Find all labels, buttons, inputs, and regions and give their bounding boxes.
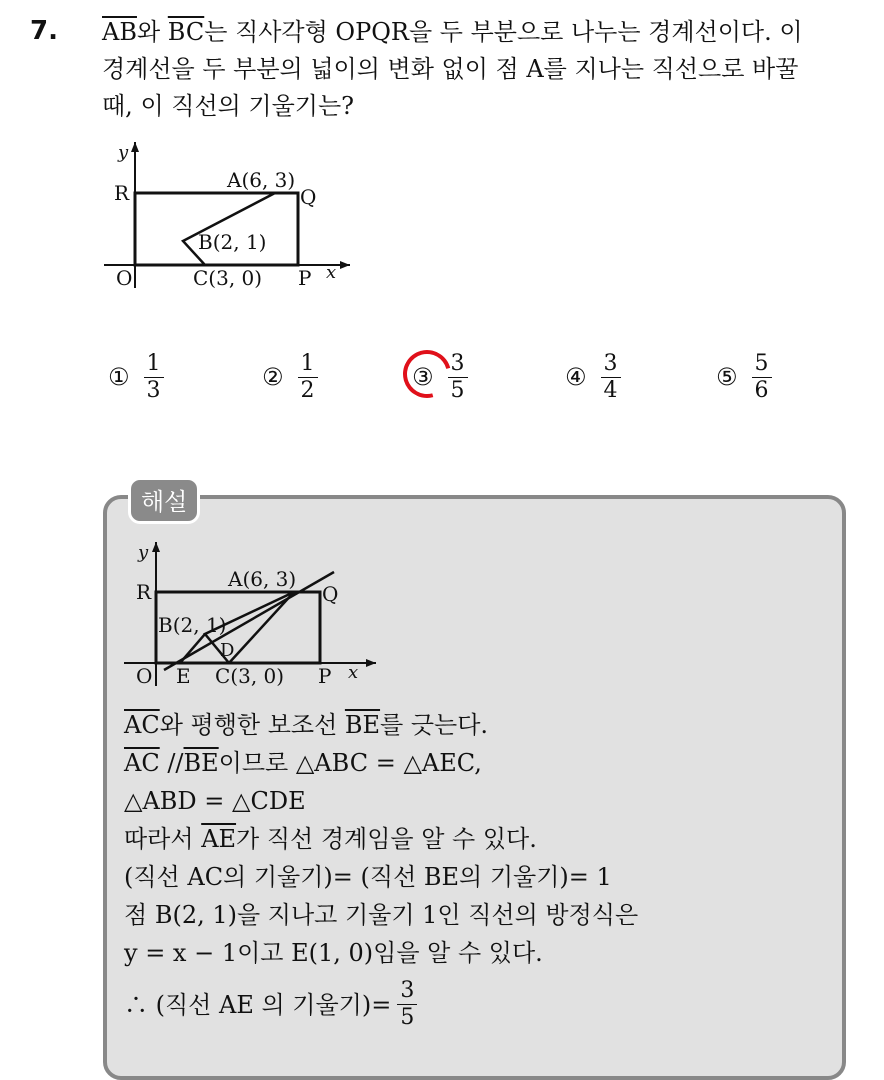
solution-tag: 해설 [128, 477, 200, 524]
segment-bc: $\overline{BC}$ [167, 18, 205, 46]
x-axis-label: x [326, 262, 337, 283]
solution-y-axis-label: y [138, 542, 149, 563]
label-o: O [116, 266, 133, 290]
y-axis-label: y [118, 142, 129, 163]
question-figure [100, 138, 370, 298]
label-b: B(2, 1) [198, 230, 267, 254]
solution-line-7: y = x − 1이고 E(1, 0)임을 알 수 있다. [124, 939, 543, 967]
choice-5[interactable] [716, 342, 772, 412]
label-c: C(3, 0) [193, 266, 263, 290]
solution-label-r: R [136, 580, 152, 604]
solution-x-axis-label: x [348, 662, 359, 683]
label-q: Q [300, 185, 317, 209]
choice-1-number: ① [108, 363, 130, 391]
solution-line-1: $\overline{AC}$와 평행한 보조선 $\overline{BE}$를 긋는다. [124, 711, 489, 739]
choice-1[interactable] [108, 342, 164, 412]
solution-label-q: Q [322, 582, 339, 606]
solution-text [124, 706, 824, 1031]
solution-line-6: 점 B(2, 1)을 지나고 기울기 1인 직선의 방정식은 [124, 901, 639, 929]
solution-label-d: D [220, 640, 235, 661]
solution-conclusion: ∴ (직선 AE 의 기울기)= $\frac{3}{5}$ [124, 978, 824, 1031]
choice-5-fraction: $\frac{5}{6}$ [752, 351, 772, 404]
question-number: 7. [30, 16, 58, 46]
solution-label-o: O [136, 664, 153, 688]
choice-3-number: ③ [412, 363, 434, 391]
choice-2[interactable] [262, 342, 318, 412]
choice-2-number: ② [262, 363, 284, 391]
question-line-3: 때, 이 직선의 기울기는? [102, 92, 355, 120]
question-text [102, 14, 872, 125]
choice-3-fraction: $\frac{3}{5}$ [448, 351, 468, 404]
label-p: P [298, 266, 312, 290]
solution-label-b: B(2, 1) [158, 613, 227, 637]
solution-label-a: A(6, 3) [228, 567, 297, 591]
choice-5-number: ⑤ [716, 363, 738, 391]
label-r: R [114, 181, 130, 205]
question-line-1: $\overline{AB}$와 $\overline{BC}$는 직사각형 OPQR을 두 부분으로 나누는 경계선이다. 이 [102, 18, 803, 46]
solution-label-e: E [176, 664, 191, 688]
label-a: A(6, 3) [227, 168, 296, 192]
solution-line-3: △ABD = △CDE [124, 787, 306, 815]
solution-label-c: C(3, 0) [215, 664, 285, 688]
solution-line-5: (직선 AC의 기울기)= (직선 BE의 기울기)= 1 [124, 863, 612, 891]
choice-2-fraction: $\frac{1}{2}$ [298, 351, 318, 404]
solution-figure [118, 538, 398, 690]
solution-line-2: $\overline{AC}$ $//\overline{BE}$이므로 △ABC = △AEC, [124, 749, 482, 777]
choice-4-fraction: $\frac{3}{4}$ [601, 351, 621, 404]
solution-line-4: 따라서 $\overline{AE}$가 직선 경계임을 알 수 있다. [124, 825, 537, 853]
choice-4[interactable] [565, 342, 621, 412]
segment-ab: $\overline{AB}$ [102, 18, 137, 46]
choice-4-number: ④ [565, 363, 587, 391]
solution-label-p: P [318, 664, 332, 688]
choice-1-fraction: $\frac{1}{3}$ [144, 351, 164, 404]
question-line-2: 경계선을 두 부분의 넓이의 변화 없이 점 A를 지나는 직선으로 바꿀 [102, 55, 799, 83]
solution-answer-fraction: $\frac{3}{5}$ [397, 978, 417, 1031]
